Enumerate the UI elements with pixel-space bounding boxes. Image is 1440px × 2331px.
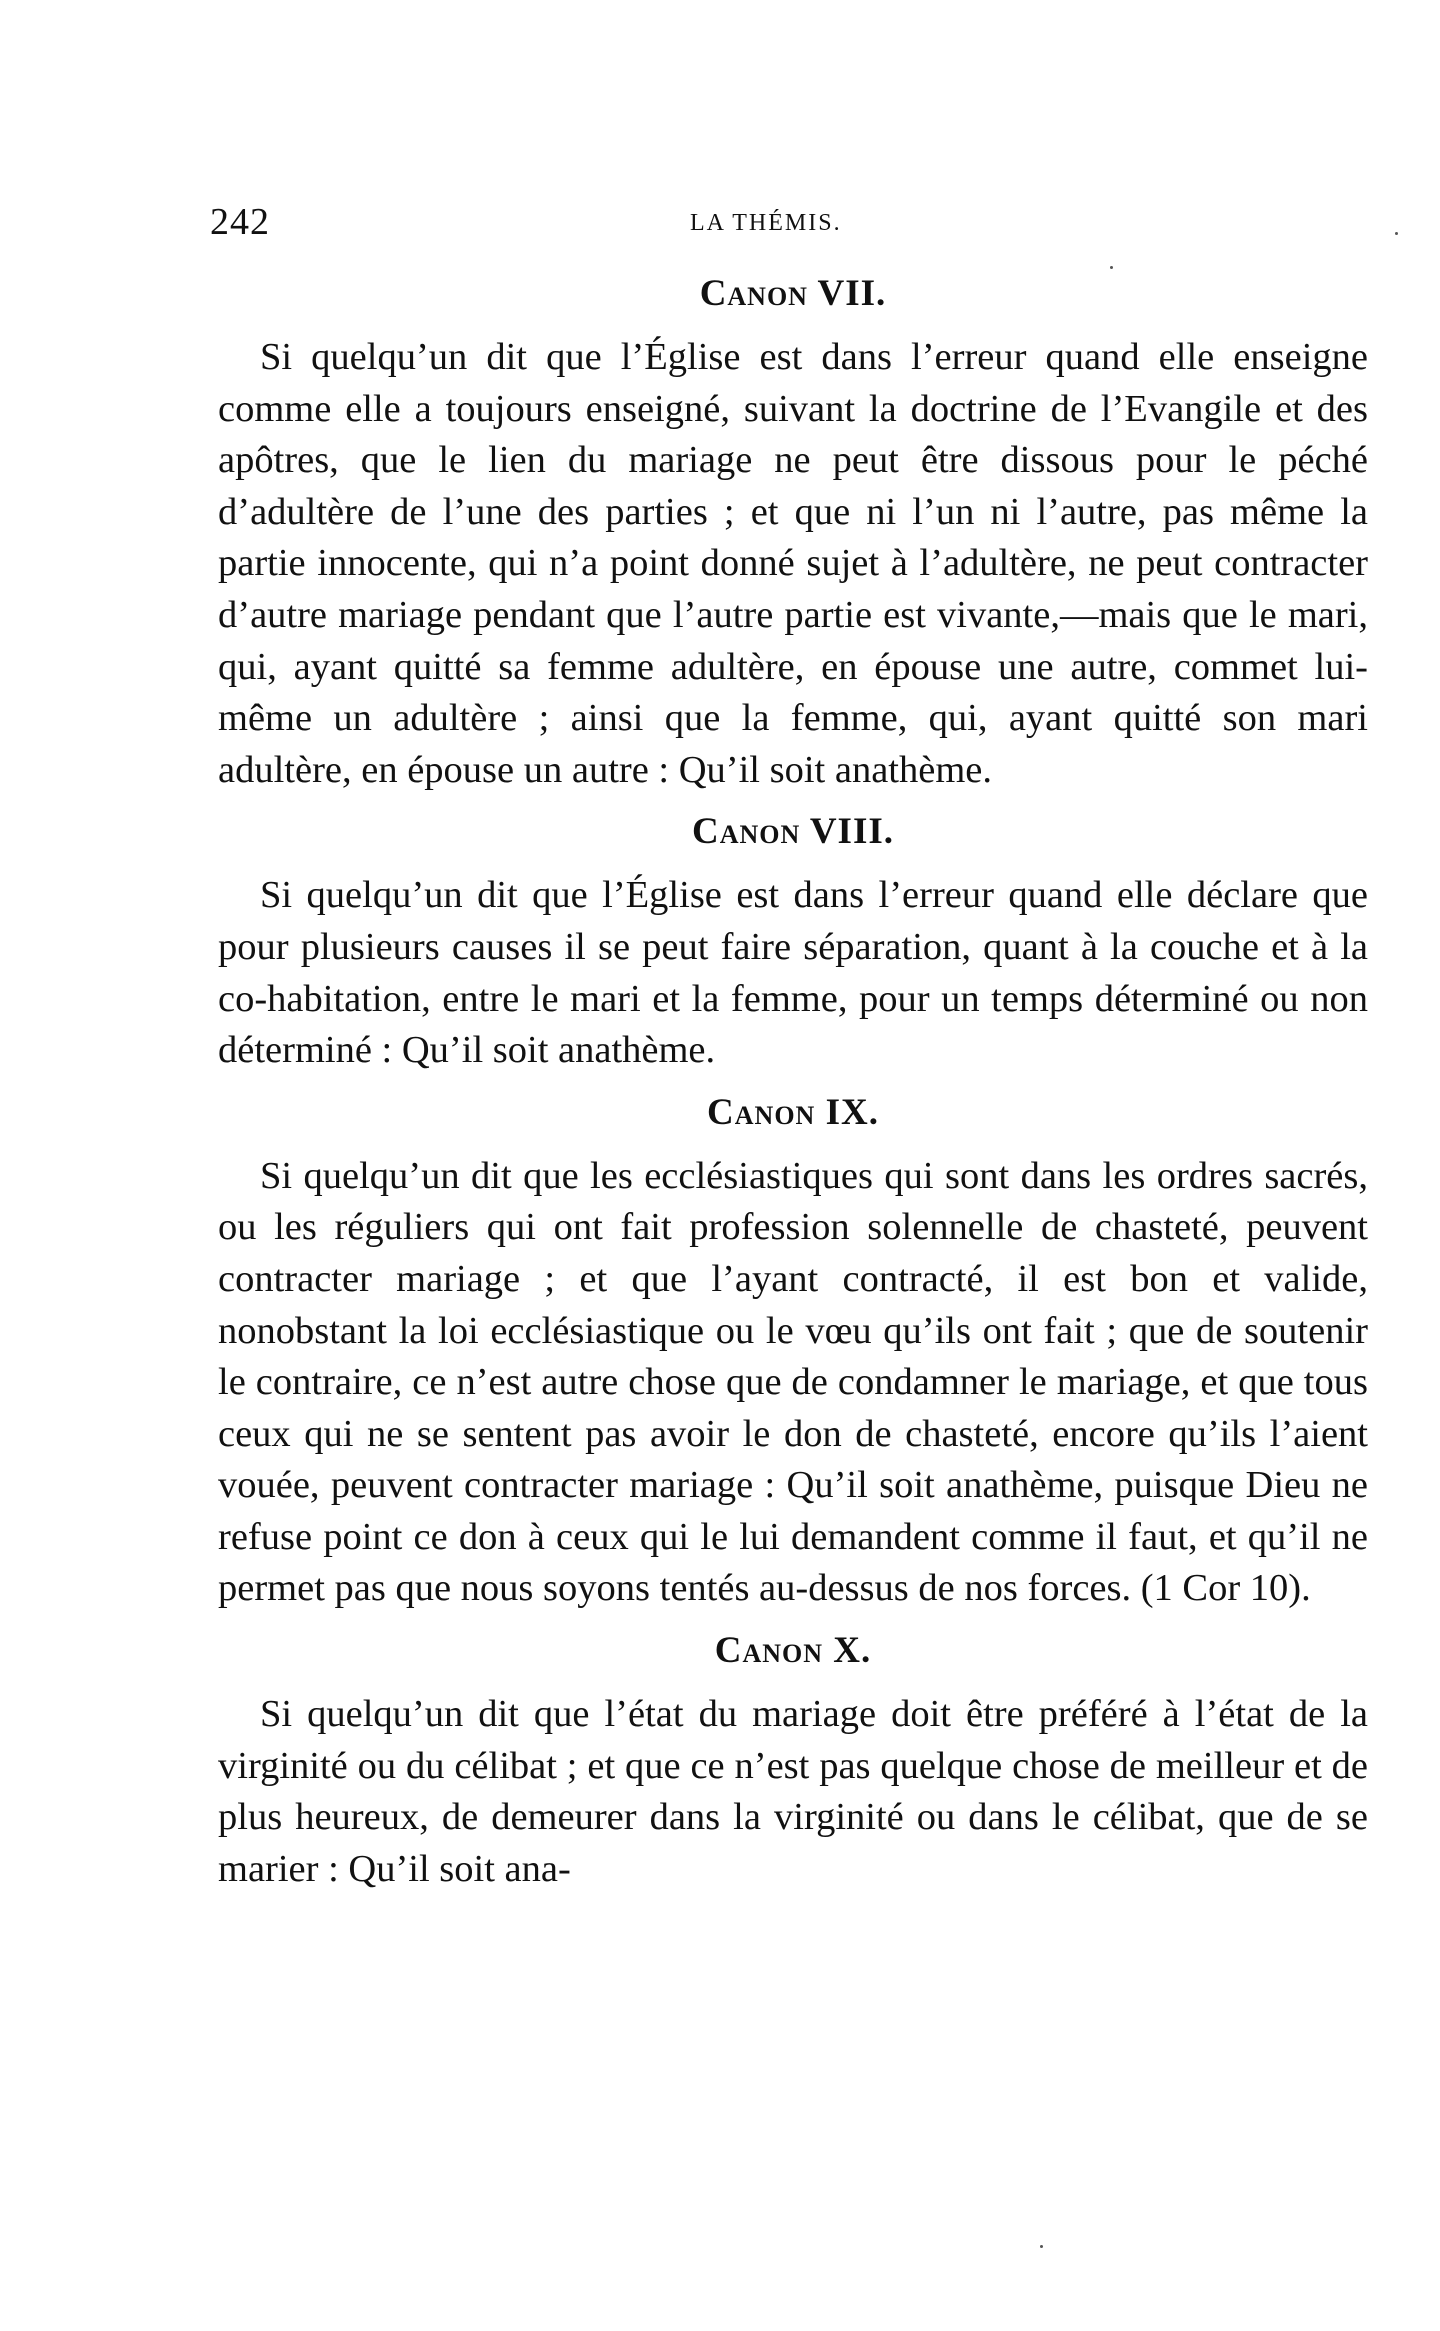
canon-section-vii: [218, 270, 1368, 796]
canon-section-ix: [218, 1089, 1368, 1615]
print-speck: [1110, 266, 1113, 269]
page-header: [210, 200, 1370, 260]
page-body: [218, 270, 1368, 1907]
canon-paragraph: Si quelqu’un dit que l’Église est dans l’erreur quand elle enseigne comme elle a toujours enseigné, suivant la doctrine de l’Evangile et des apôtres, que le lien du mariage ne peut être dissous pour le péché d’adultère de l’une des parties ; et que ni l’un ni l’autre, pas même la partie innocente, qui n’a point donné sujet à l’adultère, ne peut contracter d’autre mariage pendant que l’autre partie est vivante,—mais que le mari, qui, ayant quitté sa femme adultère, en épouse une autre, commet lui-même un adultère ; ainsi que la femme, qui, ayant quitté son mari adultère, en épouse un autre : Qu’il soit anathème.: [218, 336, 1368, 791]
page-number: 242: [210, 201, 270, 243]
canon-heading: Canon IX.: [707, 1091, 879, 1133]
canon-heading: Canon VIII.: [691, 811, 895, 853]
canon-paragraph: Si quelqu’un dit que l’Église est dans l’erreur quand elle déclare que pour plusieurs causes il se peut faire séparation, quant à la couche et à la co-habitation, entre le mari et la femme, pour un temps déterminé ou non déterminé : Qu’il soit anathème.: [218, 874, 1368, 1072]
canon-heading: Canon X.: [714, 1630, 872, 1672]
canon-paragraph: Si quelqu’un dit que les ecclésiastiques qui sont dans les ordres sacrés, ou les réguliers qui ont fait profession solennelle de chasteté, peuvent contracter mariage ; et que l’ayant contracté, il est bon et valide, nonobstant la loi ecclésiastique ou le vœu qu’ils ont fait ; que de soutenir le contraire, ce n’est autre chose que de condamner le mariage, et que tous ceux qui ne se sentent pas avoir le don de chasteté, encore qu’ils l’aient vouée, peuvent contracter mariage : Qu’il soit anathème, puisque Dieu ne refuse point ce don à ceux qui le lui demandent comme il faut, et qu’il ne permet pas que nous soyons tentés au-dessus de nos forces. (1 Cor 10).: [218, 1154, 1368, 1610]
print-speck: [1040, 2245, 1043, 2248]
canon-section-x: [218, 1627, 1368, 1895]
canon-section-viii: [218, 808, 1368, 1076]
canon-heading: Canon VII.: [699, 273, 887, 314]
canon-paragraph: Si quelqu’un dit que l’état du mariage doit être préféré à l’état de la virginité ou du célibat ; et que ce n’est pas quelque chose de meilleur et de plus heureux, de demeurer dans la virginité ou dans le célibat, que de se marier : Qu’il soit ana-: [218, 1693, 1368, 1890]
print-speck: [1395, 232, 1398, 235]
running-title: LA THÉMIS.: [690, 210, 842, 236]
